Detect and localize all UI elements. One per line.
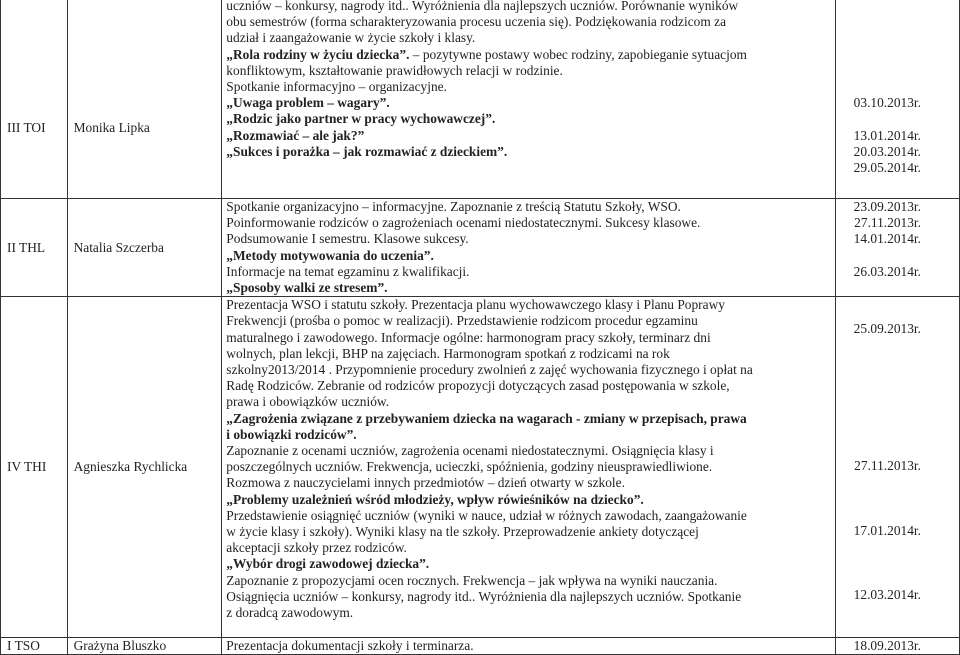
meeting-date: 29.05.2014r.: [853, 159, 921, 175]
description-line: Spotkanie organizacyjno – informacyjne. Zapoznanie z treścią Statutu Szkoły, WSO.: [226, 199, 681, 214]
meeting-description-cell: [222, 199, 836, 297]
meeting-description-cell: [222, 0, 836, 199]
meeting-date: 23.09.2013r.: [853, 199, 921, 214]
meeting-date: 17.01.2014r.: [853, 522, 921, 538]
table-row: [1, 199, 960, 297]
description-line: Podsumowanie I semestru. Klasowe sukcesy.: [226, 231, 469, 247]
topic-title: „Sposoby walki ze stresem”.: [226, 280, 388, 296]
topic-description: – pozytywne postawy wobec rodziny, zapobieganie sytuacjom: [409, 46, 747, 62]
topic-title: „Uwaga problem – wagary”.: [226, 95, 390, 111]
meeting-date: 13.01.2014r.: [853, 127, 921, 143]
meeting-dates-cell: [836, 638, 960, 655]
description-line: obu semestrów (forma scharakteryzowania procesu uczenia się). Podziękowania rodzicom za: [226, 14, 727, 30]
description-line: Radę Rodziców. Zebranie od rodziców propozycji dotyczących zasad postępowania w szkole,: [226, 378, 730, 394]
description-line: w życie klasy i szkoły). Wyniki klasy na tle szkoły. Przeprowadzenie ankiety dotyczącej: [226, 524, 699, 540]
description-line: maturalnego i zawodowego. Informacje ogólne: harmonogram pracy szkoły, terminarz dni: [226, 329, 711, 345]
meeting-entry: [222, 0, 835, 47]
meeting-date: 03.10.2013r.: [853, 95, 921, 111]
meeting-date: 20.03.2014r.: [853, 143, 921, 159]
topic-title: „Rola rodziny w życiu dziecka”.: [226, 46, 410, 62]
class-cell: I TSO: [1, 638, 68, 655]
meeting-date: 27.11.2013r.: [854, 215, 921, 231]
topic-title: „Wybór drogi zawodowej dziecka”.: [226, 556, 430, 572]
teacher-cell: Monika Lipka: [67, 0, 222, 199]
description-line: wolnych, plan lekcji, BHP na zajęciach. Harmonogram spotkań z rodzicami na rok: [226, 345, 670, 361]
topic-title: i obowiązki rodziców”.: [226, 426, 357, 442]
meeting-entry: [222, 573, 835, 622]
description-line: Zapoznanie z propozycjami ocen rocznych. Frekwencja – jak wpływa na wyniki nauczania.: [226, 572, 718, 588]
description-line: Zapoznanie z ocenami uczniów, zagrożenia ocenami niedostatecznymi. Osiągnięcia klasy i: [226, 443, 714, 459]
description-line: Prezentacja WSO i statutu szkoły. Prezentacja planu wychowawczego klasy i Planu Poprawy: [226, 297, 725, 313]
description-line: uczniów – konkursy, nagrody itd.. Wyróżnienia dla najlepszych uczniów. Porównanie wyników: [226, 0, 739, 13]
teacher-cell: Agnieszka Rychlicka: [67, 297, 222, 638]
meeting-dates-cell: [836, 297, 960, 638]
description-line: Spotkanie informacyjno – organizacyjne.: [226, 79, 447, 95]
class-cell: III TOI: [1, 0, 68, 199]
meeting-entry: [222, 264, 835, 296]
description-line: Rozmowa z nauczycielami innych przedmiotów – dzień otwarty w szkole.: [226, 475, 625, 491]
meeting-entry: [222, 47, 835, 79]
meeting-entry: [222, 215, 835, 231]
description-line: Osiągnięcia uczniów – konkursy, nagrody itd.. Wyróżnienia dla najlepszych uczniów. Spotkanie: [226, 588, 742, 604]
meeting-dates-cell: [836, 0, 960, 199]
table-row: [1, 638, 960, 655]
description-line: Prezentacja dokumentacji szkoły i terminarza.: [226, 638, 474, 654]
description-line: szkolny2013/2014 . Przypomnienie procedury zwolnień z zajęć wychowania fizycznego i opłat na: [226, 362, 753, 378]
meeting-entry: [222, 297, 835, 443]
meeting-entry: [222, 508, 835, 573]
meeting-description-cell: [222, 297, 836, 638]
topic-title: „Rozmawiać – ale jak?”: [226, 127, 365, 143]
meeting-date: 26.03.2014r.: [853, 263, 921, 279]
meeting-description-cell: [222, 638, 836, 655]
teacher-cell: Natalia Szczerba: [67, 199, 222, 297]
description-line: udział i zaangażowanie w życie szkoły i klasy.: [226, 30, 476, 46]
description-line: konfliktowym, kształtowanie prawidłowych relacji w rodzinie.: [226, 62, 563, 78]
meeting-date: 27.11.2013r.: [854, 458, 921, 474]
teacher-cell: Grażyna Bluszko: [67, 638, 222, 655]
meeting-date: 14.01.2014r.: [853, 231, 921, 247]
topic-title: „Rodzic jako partner w pracy wychowawczej”.: [226, 111, 496, 127]
description-line: [226, 47, 831, 63]
meeting-entry: [222, 128, 835, 144]
meeting-entry: [222, 231, 835, 263]
topic-title: „Problemy uzależnień wśród młodzieży, wpływ rówieśników na dziecko”.: [226, 491, 644, 507]
table-row: [1, 0, 960, 199]
class-cell: IV THI: [1, 297, 68, 638]
meeting-entry: [222, 443, 835, 508]
topic-title: „Sukces i porażka – jak rozmawiać z dzieckiem”.: [226, 143, 508, 159]
meeting-dates-cell: [836, 199, 960, 297]
description-line: Poinformowanie rodziców o zagrożeniach ocenami niedostatecznymi. Sukcesy klasowe.: [226, 215, 701, 231]
topic-title: „Zagrożenia związane z przebywaniem dziecka na wagarach - zmiany w przepisach, prawa: [226, 410, 747, 426]
meeting-entry: [222, 79, 835, 111]
description-line: poszczególnych uczniów. Frekwencja, ucieczki, spóźnienia, godziny nieusprawiedliwione.: [226, 459, 713, 475]
table-row: [1, 297, 960, 638]
meeting-date: 12.03.2014r.: [853, 586, 921, 602]
meeting-entry: [222, 111, 835, 127]
description-line: Przedstawienie osiągnięć uczniów (wyniki w nauce, udział w różnych zawodach, zaangażowanie: [226, 507, 747, 523]
description-line: Frekwencji (prośba o pomoc w realizacji). Przedstawienie rodzicom procedur egzaminu: [226, 313, 698, 329]
meeting-date: 18.09.2013r.: [853, 638, 921, 654]
description-line: prawa i obowiązków uczniów.: [226, 394, 390, 410]
description-line: Informacje na temat egzaminu z kwalifikacji.: [226, 263, 470, 279]
meeting-entry: [222, 199, 835, 215]
meeting-entry: [222, 638, 835, 654]
description-line: akceptacji szkoły przez rodziców.: [226, 540, 407, 556]
meeting-date: 25.09.2013r.: [853, 321, 921, 337]
meeting-entry: [222, 144, 835, 160]
topic-title: „Metody motywowania do uczenia”.: [226, 247, 434, 263]
description-line: z doradcą zawodowym.: [226, 605, 354, 621]
class-cell: II THL: [1, 199, 68, 297]
